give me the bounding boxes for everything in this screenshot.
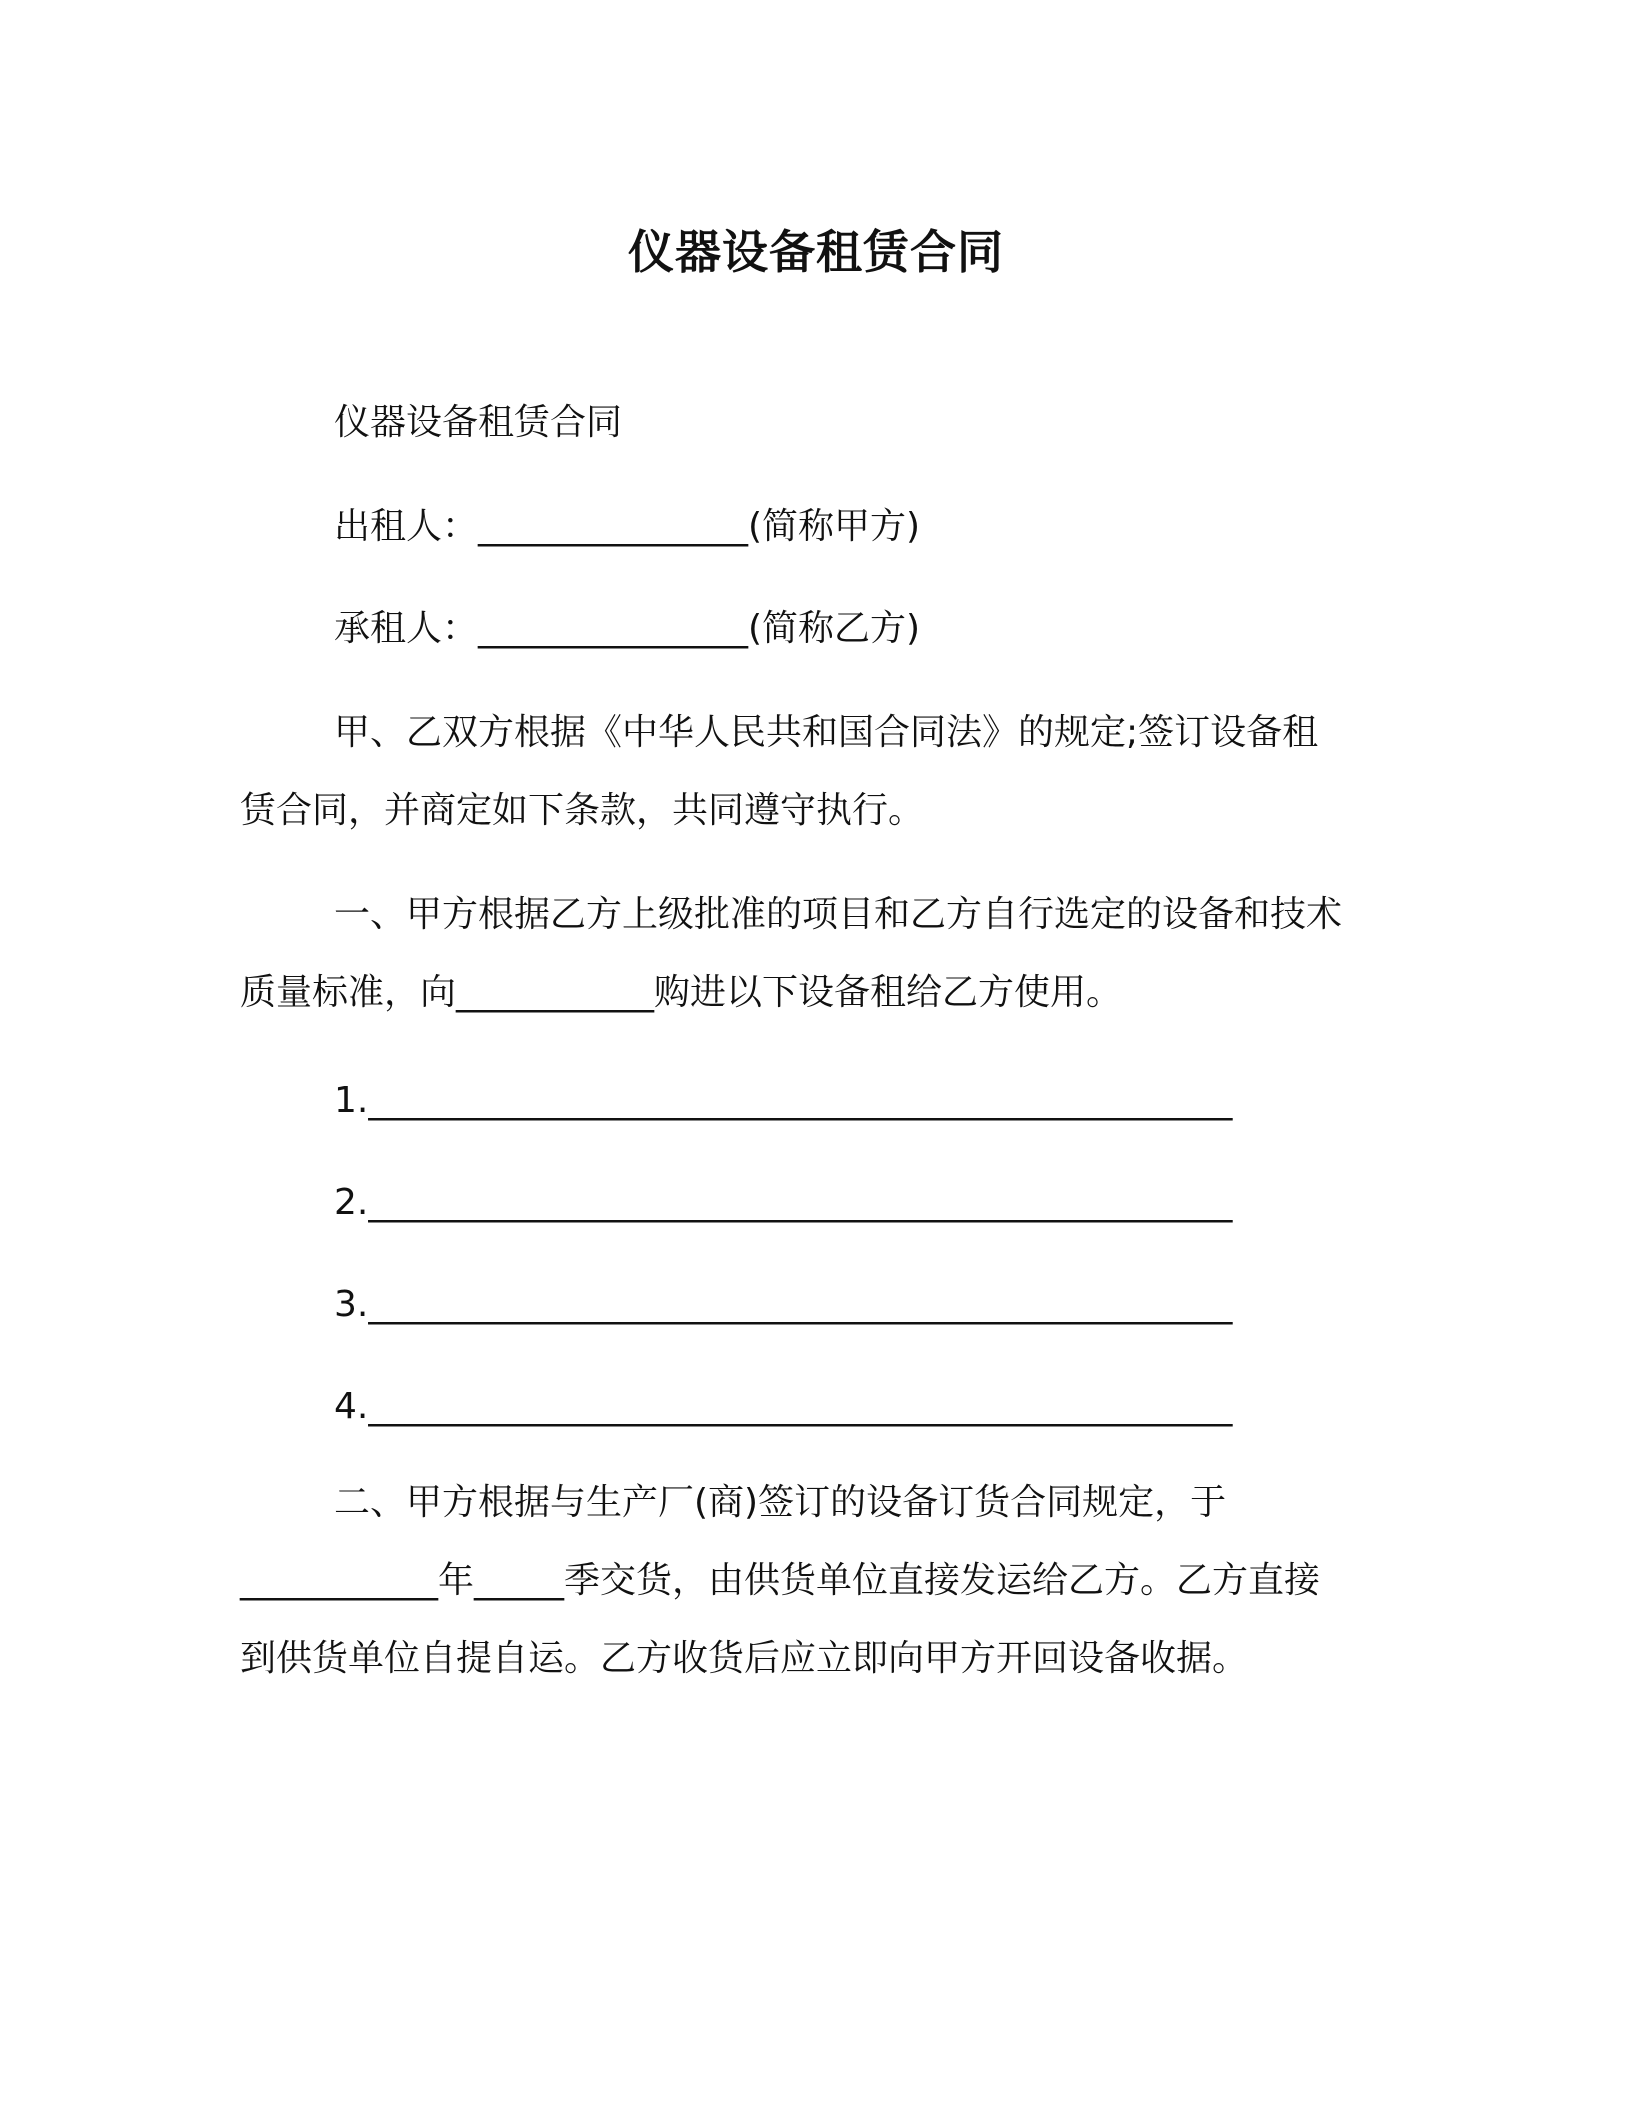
equipment-item-3: 3.________________________________________________ — [334, 1284, 1233, 1325]
clause-two-line-2: ___________年_____季交货，由供货单位直接发运给乙方。乙方直接 — [240, 1560, 1321, 1601]
preamble-line-2: 赁合同，并商定如下条款，共同遵守执行。 — [240, 790, 925, 831]
contract-subtitle: 仪器设备租赁合同 — [334, 402, 623, 443]
clause-two-line-3: 到供货单位自提自运。乙方收货后应立即向甲方开回设备收据。 — [240, 1638, 1249, 1679]
clause-one-line-1: 一、甲方根据乙方上级批准的项目和乙方自行选定的设备和技术 — [334, 894, 1343, 935]
equipment-item-4: 4.________________________________________________ — [334, 1386, 1233, 1427]
clause-one-line-2: 质量标准，向___________购进以下设备租给乙方使用。 — [240, 972, 1123, 1013]
clause-two-line-1: 二、甲方根据与生产厂(商)签订的设备订货合同规定，于 — [334, 1482, 1227, 1523]
equipment-item-2: 2.________________________________________________ — [334, 1182, 1233, 1223]
lessee-line: 承租人：_______________(简称乙方) — [334, 608, 921, 649]
preamble-line-1: 甲、乙双方根据《中华人民共和国合同法》的规定;签订设备租 — [334, 712, 1319, 753]
lessor-line: 出租人：_______________(简称甲方) — [334, 506, 921, 547]
equipment-item-1: 1.________________________________________________ — [334, 1080, 1233, 1121]
document-title: 仪器设备租赁合同 — [628, 225, 1004, 279]
